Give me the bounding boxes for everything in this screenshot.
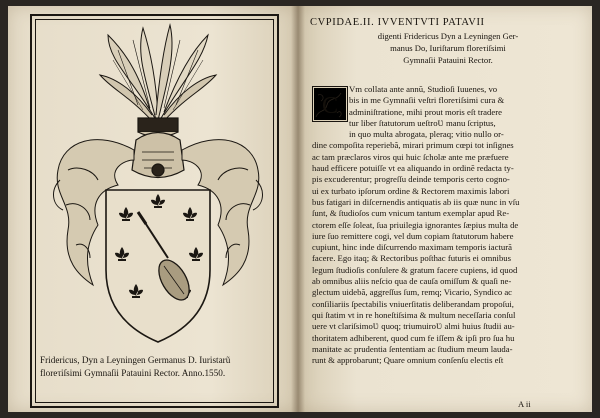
body-text	[312, 84, 586, 366]
text-line: iure ſuo remittere cogi, vel dum copiam ſtatutorum habere	[312, 230, 514, 241]
subtitle-line: digenti Fridericus Dyn a Leyningen Ger-	[377, 31, 519, 41]
text-line: conſiliariis ſpectabilis vniuerſitatis deliberandam propoſui,	[312, 298, 514, 309]
text-line: in quo multa abrogata, pleraq; vitio nullo or-	[349, 129, 504, 140]
text-line: runt & approbarunt; Quare omnium conſenſu electis eſt	[312, 355, 504, 366]
text-line: legum ſtudioſis conſulere & gratum facere cupiens, id quod	[312, 264, 518, 275]
text-line: uere vt clariſsimoƲ quoq; triumuiroƲ almi huius ſtudii au-	[312, 321, 515, 332]
book-spread	[8, 6, 592, 412]
text-line: ui ex turbato ipſorum ordine & Rectorem maximis labori	[312, 185, 510, 196]
woodcut-frame	[30, 14, 279, 408]
text-line: glectum uidebã, aggreſſus ſum, remq; Vicario, Syndico ac	[312, 287, 513, 298]
text-line: cupiunt, hinc inde diſcurrendo maximam temporis iacturã	[312, 242, 512, 253]
text-line: qui ſtatim vt in re honeſtiſsima & multum neceſſaria conſul	[312, 309, 516, 320]
coat-of-arms-woodcut	[38, 20, 274, 350]
text-line: pis excuderentur; progreſſu deinde temporis certo cogno-	[312, 174, 510, 185]
text-line: adminiſtratione, mihi prout moris eſt tradere	[349, 106, 502, 117]
text-line: facere. Ego itaq; & Rectoribus poſthac futuris ei omnibus	[312, 253, 512, 264]
text-line: bus fatigari in diſcernendis antiquatis ab iis quæ nunc in vſu	[312, 196, 520, 207]
subtitle-line: manus Do, Iuriſtarum floreτiſsimi	[390, 43, 506, 53]
text-line: ctorem eſſe ſoleat, ſua priuilegia ignorantes ſæpius multa de	[312, 219, 519, 230]
decorated-initial	[312, 86, 348, 122]
subtitle-line: Gymnaſii Patauini Rector.	[403, 55, 493, 65]
text-line: ſunt, & ſtudioſos cum vnicum tantum exemplar apud Re-	[312, 208, 510, 219]
text-line: dine compoſita reperiebã, mirari primum cœpi tot inſignes	[312, 140, 514, 151]
dedication-heading	[310, 16, 586, 66]
text-line: haud efficere potuiſſe vt ea aliquando in ordinẽ redacta ty-	[312, 163, 514, 174]
text-line: ac tam præclaros viros qui huic ſcholæ ante me præfuere	[312, 151, 509, 162]
woodcut-caption	[40, 354, 272, 380]
text-line: manitate ac prudentia ſententiam ac ſtudium meum lauda-	[312, 343, 513, 354]
initial-letter: C	[321, 93, 339, 119]
text-line: Vm collata ante annũ, Studioſi Iuuenes, vo	[349, 84, 498, 94]
caption-line: Fridericus, Dyn a Leyningen Germanus D. Iuristarũ	[40, 355, 231, 365]
right-page	[298, 6, 592, 412]
text-line: tur liber ſtatutorum ueſtroƲ manu ſcriptus,	[349, 117, 496, 128]
book-gutter	[291, 6, 305, 412]
text-line: bis in me Gymnaſii veſtri floreτiſsimi cura &	[349, 95, 505, 106]
signature-mark: A ii	[518, 399, 531, 409]
caption-line: floreτiſsimi Gymnaſii Patauini Rector. Anno.1550.	[40, 368, 226, 378]
left-page	[8, 6, 298, 412]
text-line: thoritatem adhiberent, quod cum fe iſſem & ipſi pro ſua hu	[312, 332, 515, 343]
text-line: ab omnibus aliis neſcio qua de cauſa omiſſum & quaſi ne-	[312, 276, 512, 287]
page-title: CVPIDAE.II. IVVENTVTI PATAVII	[310, 17, 485, 28]
